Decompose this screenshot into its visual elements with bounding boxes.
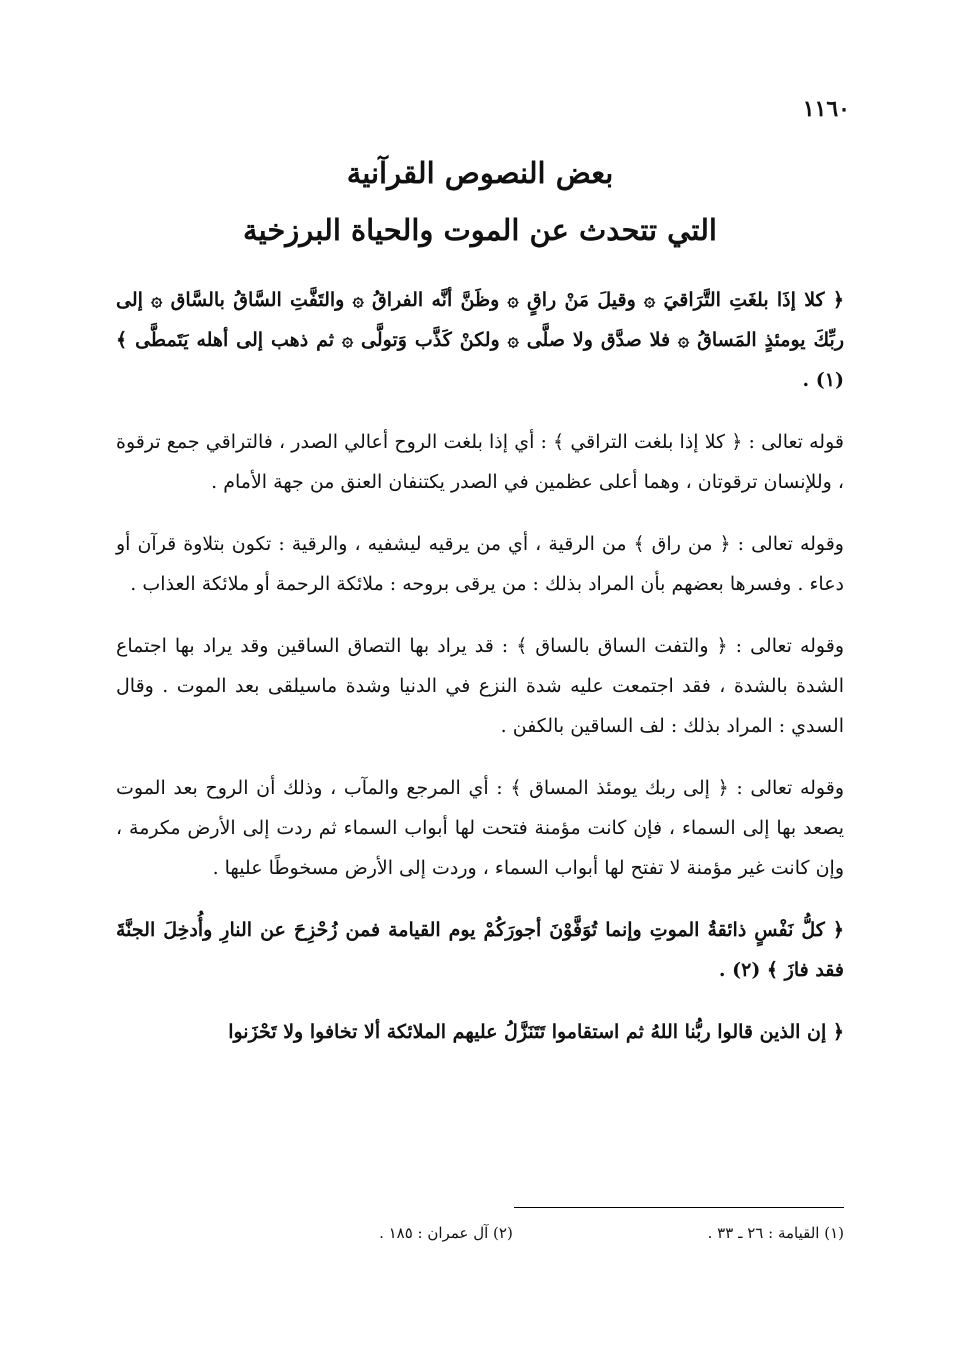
quran-verse-paragraph: ﴿ كلُّ نَفْسٍ ذائقةُ الموتِ وإنما تُوَفَّوْنَ أجورَكُمْ يوم القيامة فمن زُحْزِحَ عن النارِ وأُدخِلَ الجنَّةَ فقد فازَ ﴾ (٢) . xyxy=(116,919,844,981)
footnotes xyxy=(116,1224,844,1242)
footnote-divider xyxy=(514,1207,844,1208)
chapter-title: بعض النصوص القرآنية xyxy=(346,156,614,190)
footnote-1: (١) القيامة : ٢٦ ـ ٣٣ . xyxy=(707,1224,844,1242)
page-number: ١١٦٠ xyxy=(802,96,850,122)
commentary-paragraph: وقوله تعالى : ﴿ والتفت الساق بالساق ﴾ : قد يراد بها التصاق الساقين وقد يراد بها اجتماع الشدة بالشدة ، فقد اجتمعت عليه شدة النزع في الدنيا وشدة ماسيلقى بعد الموت . وقال السدي : المراد بذلك : لف الساقين بالكفن . xyxy=(116,635,844,737)
quran-verse-paragraph: ﴿ إن الذين قالوا ربُّنا اللهُ ثم استقاموا تَتَنَزَّلُ عليهم الملائكة ألا تخافوا ولا تَحْزَنوا xyxy=(228,1021,844,1043)
page-body xyxy=(116,280,844,1074)
commentary-paragraph: وقوله تعالى : ﴿ إلى ربك يومئذ المساق ﴾ : أي المرجع والمآب ، وذلك أن الروح بعد الموت يصعد بها إلى السماء ، فإن كانت مؤمنة فتحت لها أبواب السماء ثم ردت إلى الأرض مكرمة ، وإن كانت غير مؤمنة لا تفتح لها أبواب السماء ، وردت إلى الأرض مسخوطًا عليها . xyxy=(116,777,844,879)
footnote-2: (٢) آل عمران : ١٨٥ . xyxy=(379,1224,513,1242)
commentary-paragraph: قوله تعالى : ﴿ كلا إذا بلغت التراقي ﴾ : أي إذا بلغت الروح أعالي الصدر ، فالتراقي جمع ترقوة ، وللإنسان ترقوتان ، وهما أعلى عظمين في الصدر يكتنفان العنق من جهة الأمام . xyxy=(116,431,844,493)
commentary-paragraph: وقوله تعالى : ﴿ من راق ﴾ من الرقية ، أي من يرقيه ليشفيه ، والرقية : تكون بتلاوة قرآن أو دعاء . وفسرها بعضهم بأن المراد بذلك : من يرقى بروحه : ملائكة الرحمة أو ملائكة العذاب . xyxy=(116,533,844,595)
chapter-subtitle: التي تتحدث عن الموت والحياة البرزخية xyxy=(243,213,717,247)
quran-verse-paragraph: ﴿ كلا إذَا بلغَتِ التَّرَاقيَ ۞ وقيلَ مَنْ راقٍ ۞ وظَنَّ أنَّه الفراقُ ۞ والتَفَّتِ السَّاقُ بالسَّاق ۞ إلى ربِّكَ يومئذٍ المَساقُ ۞ فلا صدَّق ولا صلَّى ۞ ولكنْ كَذَّب وَتولَّى ۞ ثم ذهب إلى أهله يَتَمطَّى ﴾ (١) . xyxy=(116,289,844,391)
